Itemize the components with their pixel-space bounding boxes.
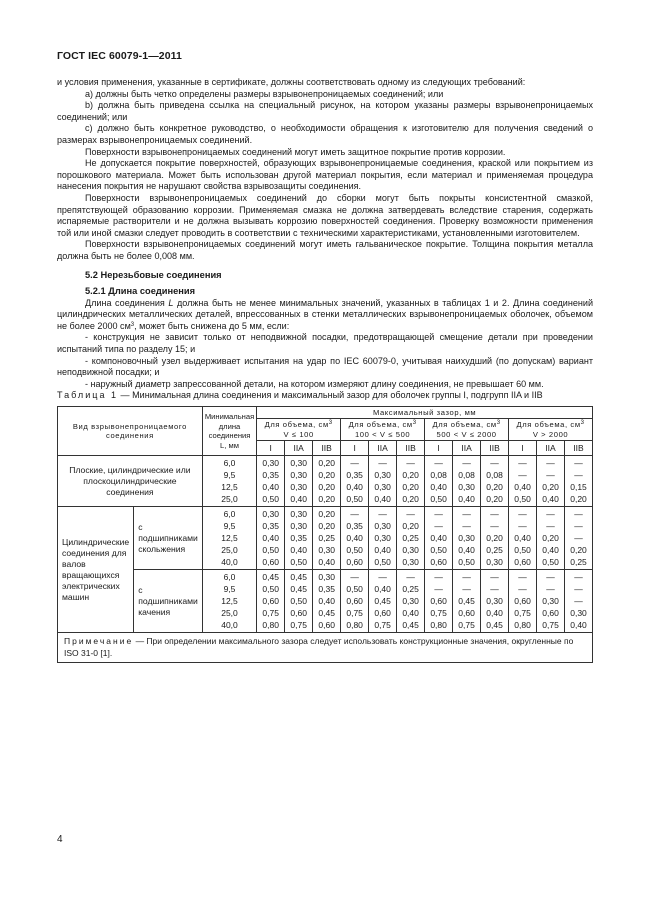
table-value: 0,30 bbox=[458, 482, 475, 493]
table-value: 0,25 bbox=[570, 557, 587, 568]
table-value: 0,50 bbox=[346, 545, 363, 556]
table-value: 0,40 bbox=[430, 533, 447, 544]
table-value: 0,30 bbox=[290, 470, 307, 481]
paragraph-joint-length: Длина соединения L должна быть не менее минимальных значений, указанных в таблицах 1 и 2. Длина соединений цилиндрических металлических деталей, впрессованных в стенки металлических взрывонепроницаемых оболочек, объемом не более 2000 $см^3$, может быть снижена до 5 мм, если: bbox=[57, 297, 593, 331]
table-value: 0,45 bbox=[402, 620, 419, 631]
table-value: 9,5 bbox=[223, 470, 236, 481]
table-value: — bbox=[434, 521, 443, 532]
gap-values bbox=[509, 507, 537, 570]
gap-values bbox=[537, 456, 565, 507]
bullet-3: - наружный диаметр запрессованной детали, на котором измеряют длину соединения, не превышает 60 мм. bbox=[85, 378, 544, 389]
table-value: — bbox=[574, 596, 583, 607]
gap-values bbox=[285, 570, 313, 633]
table-value: — bbox=[378, 572, 387, 583]
table-value: 0,50 bbox=[430, 545, 447, 556]
table-value: 0,40 bbox=[318, 596, 335, 607]
table-value: — bbox=[546, 509, 555, 520]
gap-values bbox=[257, 570, 285, 633]
table-value: 0,30 bbox=[486, 596, 503, 607]
gap-values bbox=[565, 456, 593, 507]
table-value: 0,50 bbox=[514, 494, 531, 505]
header-min-length: Минимальная длина соединения L, мм bbox=[202, 407, 256, 456]
table-value: 0,75 bbox=[458, 620, 475, 631]
table-value: 0,30 bbox=[262, 509, 279, 520]
gap-values bbox=[397, 507, 425, 570]
table-value: 0,80 bbox=[514, 620, 531, 631]
table-value: 12,5 bbox=[221, 482, 238, 493]
table-value: — bbox=[434, 572, 443, 583]
table-value: 0,50 bbox=[514, 545, 531, 556]
table-value: 0,30 bbox=[290, 521, 307, 532]
table-value: — bbox=[546, 458, 555, 469]
gap-values bbox=[341, 570, 369, 633]
joint-kind-flat: Плоские, цилиндрические или плоскоцилиндрические соединения bbox=[58, 456, 203, 507]
table-value: 0,40 bbox=[374, 545, 391, 556]
table-value: 6,0 bbox=[223, 572, 236, 583]
table-value: 0,40 bbox=[514, 482, 531, 493]
table-value: 0,50 bbox=[262, 545, 279, 556]
table-value: 0,30 bbox=[486, 557, 503, 568]
table-value: — bbox=[490, 509, 499, 520]
header-subgroup: I bbox=[425, 441, 453, 456]
table-value: 0,75 bbox=[514, 608, 531, 619]
table-value: 0,35 bbox=[290, 533, 307, 544]
gap-values bbox=[257, 456, 285, 507]
table-value: 0,20 bbox=[402, 494, 419, 505]
table-value: — bbox=[574, 458, 583, 469]
table-value: — bbox=[490, 521, 499, 532]
table-value: 0,50 bbox=[430, 494, 447, 505]
length-values bbox=[202, 456, 256, 507]
table-value: 0,40 bbox=[374, 494, 391, 505]
table-value: — bbox=[406, 572, 415, 583]
table-value: 0,45 bbox=[290, 572, 307, 583]
table-value: 0,25 bbox=[402, 533, 419, 544]
gap-values bbox=[397, 570, 425, 633]
table-value: — bbox=[518, 458, 527, 469]
table-value: 0,20 bbox=[486, 482, 503, 493]
header-volume-group: Для объема, $см^3$ 100 < V ≤ 500 bbox=[341, 419, 425, 441]
table-value: 0,20 bbox=[318, 482, 335, 493]
bullet-1: - конструкция не зависит только от неподвижной посадки, предотвращающей смещение детали при проведении испытаний типа по разделу 15; и bbox=[57, 332, 593, 355]
table-value: 0,30 bbox=[374, 521, 391, 532]
paragraph-continuation: и условия применения, указанные в сертификате, должны соответствовать одному из следующих требований: bbox=[57, 77, 526, 87]
gap-values bbox=[537, 570, 565, 633]
table-value: 0,50 bbox=[290, 557, 307, 568]
table-value: 0,60 bbox=[458, 608, 475, 619]
gap-values bbox=[425, 456, 453, 507]
table-value: 0,50 bbox=[374, 557, 391, 568]
table-value: 0,30 bbox=[262, 458, 279, 469]
table-value: 0,40 bbox=[290, 545, 307, 556]
table-value: 0,45 bbox=[262, 572, 279, 583]
paragraph-galvanic: Поверхности взрывонепроницаемых соединений могут иметь гальваническое покрытие. Толщина покрытия металла должна быть не более 0,008 мм. bbox=[57, 239, 593, 261]
header-subgroup: I bbox=[257, 441, 285, 456]
page-number: 4 bbox=[57, 834, 63, 845]
header-subgroup: IIA bbox=[453, 441, 481, 456]
table-value: — bbox=[462, 584, 471, 595]
table-value: 0,30 bbox=[402, 545, 419, 556]
table-value: 6,0 bbox=[223, 458, 236, 469]
table-value: 0,15 bbox=[570, 482, 587, 493]
header-volume-group: Для объема, $см^3$ V ≤ 100 bbox=[257, 419, 341, 441]
table-value: 0,80 bbox=[430, 620, 447, 631]
section-heading-5-2: 5.2 Нерезьбовые соединения bbox=[85, 269, 222, 280]
table-value: 25,0 bbox=[221, 608, 238, 619]
paragraph-grease: Поверхности взрывонепроницаемых соединений до сборки могут быть покрыты консистентной смазкой, препятствующей образованию коррозии. Применяемая смазка не должна затвердевать вследствие старения, содержать испаряемые растворители и не должна вызывать коррозию поверхностей соединения. Проверку возможности применения той или иной смазки следует проводить в соответствии с техническими характеристиками, установленными изготовителем. bbox=[57, 192, 593, 238]
table-value: 0,35 bbox=[262, 521, 279, 532]
table-value: 0,40 bbox=[290, 494, 307, 505]
paragraph-coating: Поверхности взрывонепроницаемых соединений могут иметь защитное покрытие против коррозии. bbox=[85, 146, 506, 157]
table-value: 0,25 bbox=[402, 584, 419, 595]
table-value: — bbox=[462, 521, 471, 532]
table-value: — bbox=[546, 521, 555, 532]
table-value: 0,75 bbox=[346, 608, 363, 619]
table-value: — bbox=[350, 458, 359, 469]
table-value: — bbox=[546, 470, 555, 481]
table-value: 0,40 bbox=[542, 545, 559, 556]
table-value: 0,45 bbox=[374, 596, 391, 607]
table-value: 0,40 bbox=[542, 494, 559, 505]
table-value: 0,30 bbox=[374, 470, 391, 481]
table-value: 0,20 bbox=[402, 470, 419, 481]
list-item-b: b) должна быть приведена ссылка на специальный рисунок, на котором указаны размеры взрывонепроницаемых соединений; или bbox=[57, 100, 593, 122]
table-value: 0,08 bbox=[486, 470, 503, 481]
document-header: ГОСТ IEC 60079-1—2011 bbox=[57, 50, 182, 62]
table-value: 0,60 bbox=[514, 557, 531, 568]
table-value: 12,5 bbox=[221, 596, 238, 607]
joint-kind-shaft: Цилиндрические соединения для валов вращающихся электрических машин bbox=[58, 507, 134, 633]
table-value: 0,50 bbox=[542, 557, 559, 568]
table-value: 0,45 bbox=[318, 608, 335, 619]
table-note: Примечание — При определении максимального зазора следует использовать конструкционные значения, округленные по ISO 31-0 [1]. bbox=[58, 633, 593, 663]
table-value: 0,50 bbox=[458, 557, 475, 568]
table-value: — bbox=[434, 509, 443, 520]
table-value: 0,08 bbox=[458, 470, 475, 481]
table-value: 0,25 bbox=[486, 545, 503, 556]
table-value: 0,40 bbox=[346, 482, 363, 493]
length-values bbox=[202, 570, 256, 633]
table-value: 0,30 bbox=[402, 596, 419, 607]
gap-values bbox=[397, 456, 425, 507]
table-value: 0,30 bbox=[290, 482, 307, 493]
table-value: 0,60 bbox=[430, 557, 447, 568]
table-value: 0,60 bbox=[318, 620, 335, 631]
header-subgroup: IIB bbox=[565, 441, 593, 456]
table-value: 0,75 bbox=[374, 620, 391, 631]
table-value: 0,35 bbox=[262, 470, 279, 481]
table-value: 0,08 bbox=[430, 470, 447, 481]
table-value: — bbox=[574, 533, 583, 544]
table-value: 0,30 bbox=[542, 596, 559, 607]
gap-values bbox=[369, 507, 397, 570]
length-values bbox=[202, 507, 256, 570]
table-value: 0,40 bbox=[374, 584, 391, 595]
table-value: — bbox=[378, 458, 387, 469]
table-value: 0,80 bbox=[346, 620, 363, 631]
gap-values bbox=[313, 570, 341, 633]
table-value: 0,30 bbox=[290, 458, 307, 469]
header-max-gap: Максимальный зазор, мм bbox=[257, 407, 593, 419]
gap-values bbox=[341, 507, 369, 570]
table-value: 9,5 bbox=[223, 521, 236, 532]
table-value: 0,20 bbox=[318, 521, 335, 532]
table-value: 0,40 bbox=[570, 620, 587, 631]
table-value: 0,40 bbox=[458, 545, 475, 556]
table-value: — bbox=[518, 521, 527, 532]
table-value: 0,30 bbox=[290, 509, 307, 520]
table-value: — bbox=[574, 509, 583, 520]
table-caption: Таблица 1 — Минимальная длина соединения и максимальный зазор для оболочек группы I, подгрупп IIA и IIB bbox=[57, 390, 543, 401]
table-value: — bbox=[518, 509, 527, 520]
table-value: — bbox=[518, 572, 527, 583]
body-text bbox=[57, 77, 593, 663]
table-value: 0,30 bbox=[374, 482, 391, 493]
table-value: 0,40 bbox=[262, 482, 279, 493]
table-value: — bbox=[434, 458, 443, 469]
table-value: 25,0 bbox=[221, 545, 238, 556]
table-value: 0,40 bbox=[458, 494, 475, 505]
header-subgroup: IIA bbox=[369, 441, 397, 456]
table-value: 0,40 bbox=[318, 557, 335, 568]
table-value: — bbox=[350, 509, 359, 520]
table-value: — bbox=[462, 458, 471, 469]
table-value: 0,30 bbox=[374, 533, 391, 544]
table-value: 0,50 bbox=[346, 584, 363, 595]
gap-values bbox=[425, 507, 453, 570]
header-subgroup: I bbox=[509, 441, 537, 456]
table-value: — bbox=[490, 572, 499, 583]
gap-values bbox=[509, 570, 537, 633]
table-value: 0,30 bbox=[458, 533, 475, 544]
table-value: 12,5 bbox=[221, 533, 238, 544]
header-joint-kind: Вид взрывонепроницаемого соединения bbox=[58, 407, 203, 456]
table-value: — bbox=[574, 470, 583, 481]
list-item-c: c) должно быть конкретное руководство, о необходимости обращения к изготовителю для получения сведений о размерах взрывонепроницаемых соединений. bbox=[57, 123, 593, 145]
table-value: — bbox=[350, 572, 359, 583]
gap-values bbox=[285, 507, 313, 570]
table-value: — bbox=[434, 584, 443, 595]
gap-values bbox=[425, 570, 453, 633]
table-1 bbox=[57, 406, 593, 663]
gap-values bbox=[481, 570, 509, 633]
table-value: 0,60 bbox=[346, 596, 363, 607]
table-value: 0,20 bbox=[542, 533, 559, 544]
table-value: 0,20 bbox=[486, 533, 503, 544]
table-value: 0,35 bbox=[346, 470, 363, 481]
list-item-a: a) должны быть четко определены размеры взрывонепроницаемых соединений; или bbox=[85, 88, 444, 99]
table-value: 25,0 bbox=[221, 494, 238, 505]
table-value: 0,20 bbox=[542, 482, 559, 493]
table-value: 0,40 bbox=[402, 608, 419, 619]
table-value: — bbox=[490, 458, 499, 469]
table-value: 0,20 bbox=[318, 458, 335, 469]
header-subgroup: IIA bbox=[537, 441, 565, 456]
table-value: 40,0 bbox=[221, 557, 238, 568]
table-value: 0,30 bbox=[570, 608, 587, 619]
table-value: 0,45 bbox=[486, 620, 503, 631]
table-value: 0,60 bbox=[430, 596, 447, 607]
table-value: 0,60 bbox=[514, 596, 531, 607]
table-value: 9,5 bbox=[223, 584, 236, 595]
table-value: 40,0 bbox=[221, 620, 238, 631]
table-value: 0,20 bbox=[402, 482, 419, 493]
table-value: 0,40 bbox=[514, 533, 531, 544]
table-value: 0,50 bbox=[262, 494, 279, 505]
table-value: 0,20 bbox=[318, 494, 335, 505]
table-value: 0,50 bbox=[346, 494, 363, 505]
gap-values bbox=[369, 456, 397, 507]
bearing-type-rolling: с подшипниками качения bbox=[134, 570, 203, 633]
bearing-type-sleeve: с подшипниками скольжения bbox=[134, 507, 203, 570]
table-value: 0,50 bbox=[290, 596, 307, 607]
gap-values bbox=[509, 456, 537, 507]
gap-values bbox=[313, 456, 341, 507]
table-value: 0,75 bbox=[262, 608, 279, 619]
paragraph-paint: Не допускается покрытие поверхностей, образующих взрывонепроницаемые соединения, краской или покрытием из порошкового материала. Может быть использован другой материал покрытия, если материал и применяемая процедура нанесения покрытия не нарушают свойства взрывозащиты соединения. bbox=[57, 158, 593, 192]
gap-values bbox=[453, 456, 481, 507]
table-value: 0,20 bbox=[318, 470, 335, 481]
table-value: 0,75 bbox=[430, 608, 447, 619]
table-value: — bbox=[546, 584, 555, 595]
table-value: — bbox=[574, 572, 583, 583]
table-value: — bbox=[490, 584, 499, 595]
table-value: 0,40 bbox=[430, 482, 447, 493]
header-subgroup: IIB bbox=[481, 441, 509, 456]
table-value: — bbox=[406, 458, 415, 469]
table-value: 6,0 bbox=[223, 509, 236, 520]
gap-values bbox=[565, 570, 593, 633]
table-value: 0,20 bbox=[318, 509, 335, 520]
gap-values bbox=[481, 507, 509, 570]
table-value: 0,60 bbox=[542, 608, 559, 619]
table-value: — bbox=[462, 509, 471, 520]
table-value: 0,60 bbox=[346, 557, 363, 568]
table-value: 0,60 bbox=[290, 608, 307, 619]
table-value: — bbox=[462, 572, 471, 583]
header-subgroup: IIB bbox=[313, 441, 341, 456]
section-heading-5-2-1: 5.2.1 Длина соединения bbox=[85, 286, 196, 297]
table-value: 0,40 bbox=[262, 533, 279, 544]
table-value: 0,60 bbox=[262, 557, 279, 568]
table-value: 0,40 bbox=[346, 533, 363, 544]
table-value: 0,20 bbox=[570, 545, 587, 556]
gap-values bbox=[285, 456, 313, 507]
header-subgroup: IIA bbox=[285, 441, 313, 456]
bullet-2: - компоновочный узел выдерживает испытания на удар по IEC 60079-0, учитывая наихудший (по допускам) вариант неподвижной посадки; и bbox=[57, 355, 593, 378]
table-value: 0,20 bbox=[486, 494, 503, 505]
table-value: 0,80 bbox=[262, 620, 279, 631]
table-value: — bbox=[546, 572, 555, 583]
table-value: 0,35 bbox=[346, 521, 363, 532]
gap-values bbox=[565, 507, 593, 570]
header-subgroup: IIB bbox=[397, 441, 425, 456]
table-value: 0,25 bbox=[318, 533, 335, 544]
header-volume-group: Для объема, $см^3$ V > 2000 bbox=[509, 419, 593, 441]
gap-values bbox=[341, 456, 369, 507]
table-value: — bbox=[378, 509, 387, 520]
gap-values bbox=[313, 507, 341, 570]
table-value: 0,45 bbox=[290, 584, 307, 595]
table-value: 0,50 bbox=[262, 584, 279, 595]
gap-values bbox=[257, 507, 285, 570]
gap-values bbox=[453, 507, 481, 570]
table-value: — bbox=[518, 470, 527, 481]
gap-values bbox=[369, 570, 397, 633]
table-value: 0,75 bbox=[290, 620, 307, 631]
header-subgroup: I bbox=[341, 441, 369, 456]
table-value: 0,35 bbox=[318, 584, 335, 595]
table-value: 0,30 bbox=[318, 572, 335, 583]
table-value: — bbox=[574, 521, 583, 532]
table-value: 0,20 bbox=[402, 521, 419, 532]
table-value: 0,40 bbox=[486, 608, 503, 619]
gap-values bbox=[481, 456, 509, 507]
table-value: 0,20 bbox=[570, 494, 587, 505]
table-value: — bbox=[574, 584, 583, 595]
table-value: 0,75 bbox=[542, 620, 559, 631]
table-value: 0,60 bbox=[262, 596, 279, 607]
table-value: 0,30 bbox=[402, 557, 419, 568]
gap-values bbox=[537, 507, 565, 570]
table-value: 0,45 bbox=[458, 596, 475, 607]
table-value: — bbox=[406, 509, 415, 520]
table-value: 0,30 bbox=[318, 545, 335, 556]
table-value: — bbox=[518, 584, 527, 595]
header-volume-group: Для объема, $см^3$ 500 < V ≤ 2000 bbox=[425, 419, 509, 441]
gap-values bbox=[453, 570, 481, 633]
table-value: 0,60 bbox=[374, 608, 391, 619]
